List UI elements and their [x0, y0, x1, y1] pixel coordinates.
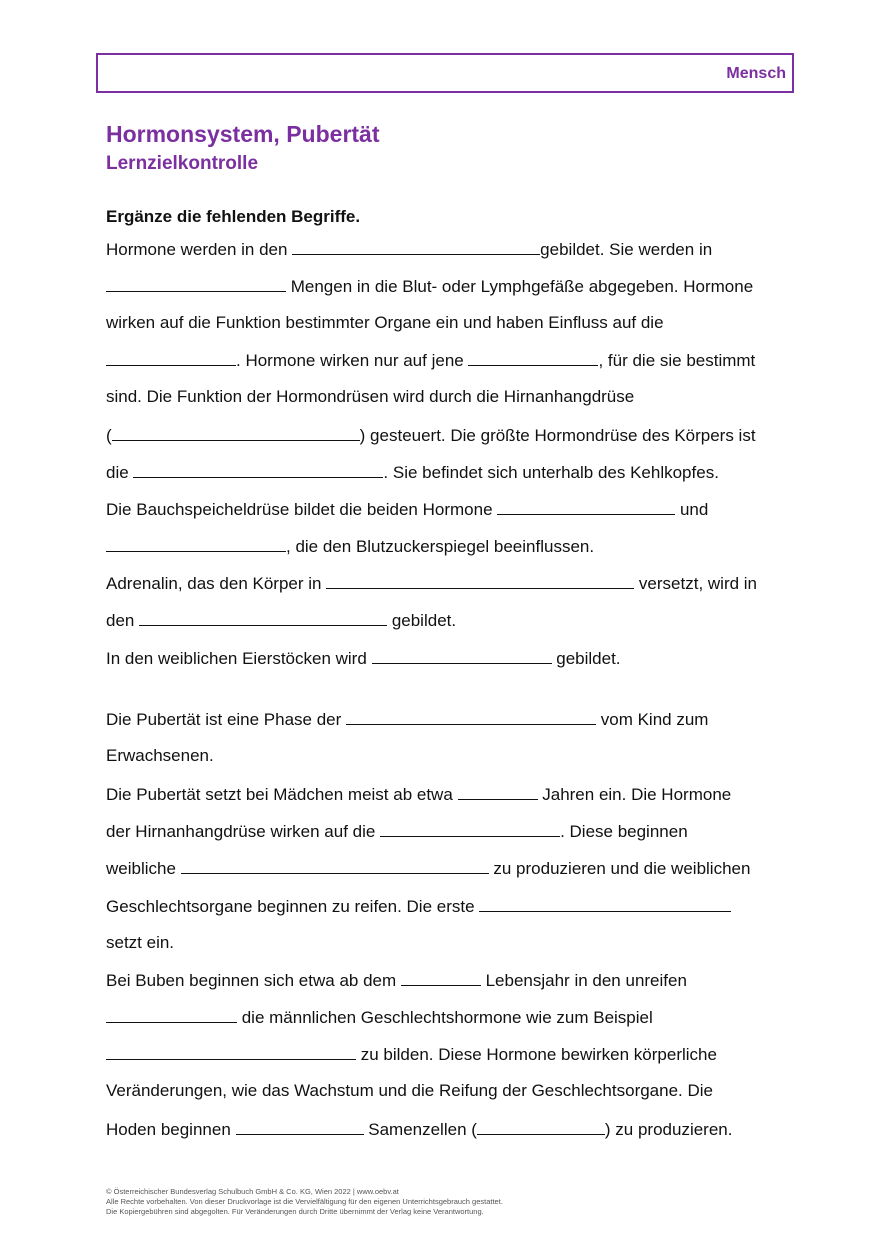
- text-line: [106, 276, 753, 297]
- blank-field[interactable]: [133, 462, 383, 478]
- text-segment: vom Kind zum: [596, 710, 709, 729]
- text-line: [106, 821, 688, 842]
- blank-field[interactable]: [106, 350, 236, 366]
- text-segment: Jahren ein. Die Hormone: [537, 785, 732, 804]
- text-segment: zu bilden. Diese Hormone bewirken körperliche: [356, 1045, 717, 1064]
- text-line: [106, 1119, 732, 1140]
- text-segment: ) gesteuert. Die größte Hormondrüse des Körpers ist: [359, 426, 756, 445]
- text-line: [106, 425, 756, 446]
- subject-label: Mensch: [726, 65, 786, 82]
- footer-rights: Alle Rechte vorbehalten. Von dieser Druckvorlage ist die Vervielfältigung für den eigenen Unterrichtsgebrauch gestattet.: [106, 1197, 503, 1206]
- blank-field[interactable]: [181, 858, 489, 874]
- text-segment: Hoden beginnen: [106, 1120, 236, 1139]
- blank-field[interactable]: [497, 499, 675, 515]
- blank-field[interactable]: [139, 610, 387, 626]
- blank-field[interactable]: [106, 276, 286, 292]
- text-segment: Die Pubertät ist eine Phase der: [106, 710, 347, 729]
- blank-field[interactable]: [236, 1119, 364, 1135]
- blank-field[interactable]: [479, 896, 731, 912]
- text-line: [106, 858, 750, 879]
- text-line: [106, 387, 634, 407]
- text-line: [106, 350, 755, 371]
- text-line: [106, 1081, 713, 1101]
- blank-field[interactable]: [477, 1119, 605, 1135]
- text-segment: und: [675, 500, 709, 519]
- text-line: [106, 239, 712, 260]
- blank-field[interactable]: [468, 350, 598, 366]
- text-line: [106, 746, 214, 766]
- blank-field[interactable]: [106, 536, 286, 552]
- blank-field[interactable]: [401, 970, 481, 986]
- text-segment: ) zu produzieren.: [604, 1120, 733, 1139]
- blank-field[interactable]: [106, 1044, 356, 1060]
- instruction: Ergänze die fehlenden Begriffe.: [106, 207, 361, 226]
- text-segment: (: [106, 426, 112, 445]
- text-segment: Adrenalin, das den Körper in: [106, 574, 327, 593]
- text-segment: . Hormone wirken nur auf jene: [236, 351, 469, 370]
- text-segment: Samenzellen (: [363, 1120, 477, 1139]
- footer-copyright: © Österreichischer Bundesverlag Schulbuch GmbH & Co. KG, Wien 2022 | www.oebv.at: [106, 1187, 399, 1196]
- text-segment: setzt ein.: [106, 933, 175, 952]
- text-segment: , für die sie bestimmt: [598, 351, 756, 370]
- text-segment: gebildet. Sie werden in: [540, 240, 713, 259]
- text-segment: gebildet.: [551, 649, 621, 668]
- text-segment: . Sie befindet sich unterhalb des Kehlkopfes.: [383, 463, 719, 482]
- text-segment: Hormone werden in den: [106, 240, 293, 259]
- page-subtitle: Lernzielkontrolle: [106, 153, 259, 174]
- text-line: [106, 709, 708, 730]
- text-line: [106, 970, 687, 991]
- text-segment: weibliche: [106, 859, 181, 878]
- text-segment: , die den Blutzuckerspiegel beeinflussen.: [286, 537, 595, 556]
- text-segment: versetzt, wird in: [634, 574, 758, 593]
- text-segment: der Hirnanhangdrüse wirken auf die: [106, 822, 381, 841]
- header-box: [96, 53, 794, 93]
- blank-field[interactable]: [458, 784, 538, 800]
- text-line: [106, 462, 719, 483]
- footer-disclaimer: Die Kopiergebühren sind abgegolten. Für Veränderungen durch Dritte übernimmt der Verlag keine Verantwortung.: [106, 1207, 484, 1216]
- blank-field[interactable]: [346, 709, 596, 725]
- text-line: [106, 933, 174, 953]
- text-segment: wirken auf die Funktion bestimmter Organe ein und haben Einfluss auf die: [106, 313, 664, 332]
- blank-field[interactable]: [292, 239, 540, 255]
- text-line: [106, 784, 731, 805]
- text-segment: Die Pubertät setzt bei Mädchen meist ab etwa: [106, 785, 458, 804]
- page-title: Hormonsystem, Pubertät: [106, 121, 380, 147]
- text-line: [106, 648, 621, 669]
- text-line: [106, 1007, 653, 1028]
- text-segment: zu produzieren und die weiblichen: [488, 859, 751, 878]
- text-segment: den: [106, 611, 140, 630]
- text-segment: Geschlechtsorgane beginnen zu reifen. Die erste: [106, 897, 480, 916]
- text-segment: Mengen in die Blut- oder Lymphgefäße abgegeben. Hormone: [286, 277, 754, 296]
- text-segment: die männlichen Geschlechtshormone wie zum Beispiel: [237, 1008, 653, 1027]
- blank-field[interactable]: [106, 1007, 237, 1023]
- text-line: [106, 536, 594, 557]
- blank-field[interactable]: [112, 425, 360, 441]
- text-line: [106, 1044, 717, 1065]
- text-segment: Lebensjahr in den unreifen: [480, 971, 687, 990]
- text-segment: Erwachsenen.: [106, 746, 214, 765]
- text-segment: . Diese beginnen: [560, 822, 688, 841]
- text-segment: gebildet.: [387, 611, 457, 630]
- text-segment: Die Bauchspeicheldrüse bildet die beiden Hormone: [106, 500, 498, 519]
- text-segment: sind. Die Funktion der Hormondrüsen wird durch die Hirnanhangdrüse: [106, 387, 635, 406]
- text-segment: In den weiblichen Eierstöcken wird: [106, 649, 372, 668]
- blank-field[interactable]: [380, 821, 560, 837]
- text-segment: Bei Buben beginnen sich etwa ab dem: [106, 971, 401, 990]
- text-line: [106, 313, 664, 333]
- footer: [106, 1187, 503, 1217]
- text-line: [106, 610, 456, 631]
- blank-field[interactable]: [372, 648, 552, 664]
- blank-field[interactable]: [326, 573, 634, 589]
- text-line: [106, 573, 757, 594]
- text-segment: Veränderungen, wie das Wachstum und die Reifung der Geschlechtsorgane. Die: [106, 1081, 714, 1100]
- text-line: [106, 499, 708, 520]
- text-segment: die: [106, 463, 134, 482]
- text-line: [106, 896, 731, 917]
